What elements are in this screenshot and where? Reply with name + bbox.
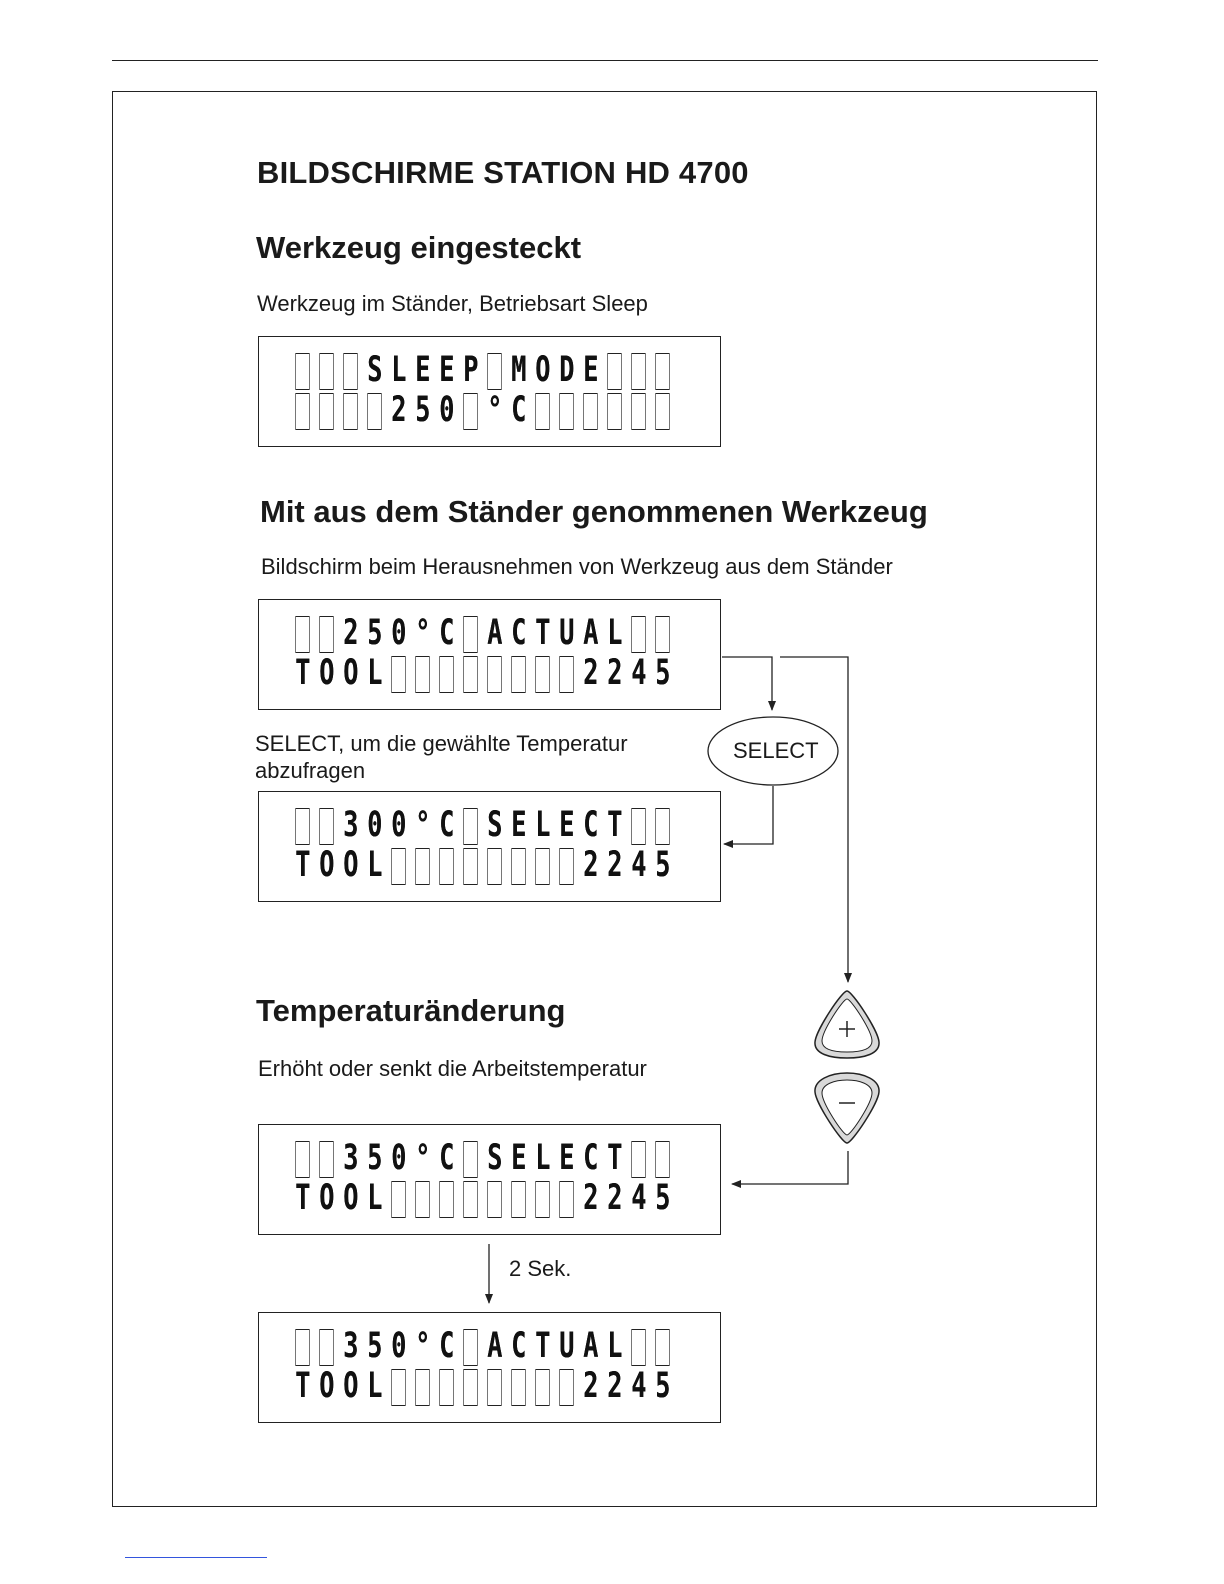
lcd-char: T [607, 808, 622, 845]
lcd-char: 2 [391, 393, 406, 430]
lcd-char: 5 [655, 1181, 670, 1218]
lcd-char: 5 [655, 848, 670, 885]
select-note-line1: SELECT, um die gewählte Temperatur [255, 731, 628, 756]
lcd-char: E [559, 1141, 574, 1178]
lcd-char: C [511, 616, 526, 653]
section-heading-plugged: Werkzeug eingesteckt [256, 230, 582, 265]
lcd-char: 5 [367, 1329, 382, 1366]
section-caption-removed: Bildschirm beim Herausnehmen von Werkzeug aus dem Ständer [261, 554, 893, 579]
lcd-char: 2 [583, 1369, 598, 1406]
lcd-char: S [487, 1141, 502, 1178]
lcd-char: 2 [343, 616, 358, 653]
lcd-char: 5 [415, 393, 430, 430]
lcd-char: O [319, 1369, 334, 1406]
lcd-char: 0 [391, 1141, 406, 1178]
arrow-minus-to-display [732, 1151, 848, 1184]
lcd-char: ° [487, 393, 502, 430]
select-note-line2: abzufragen [255, 758, 366, 783]
lcd-char: ° [415, 808, 430, 845]
lcd-char: 5 [367, 616, 382, 653]
lcd-char: O [535, 353, 550, 390]
lcd-char: 3 [343, 1141, 358, 1178]
lcd-char: T [295, 848, 310, 885]
lcd-char: T [535, 616, 550, 653]
lcd-char: O [319, 848, 334, 885]
lcd-char: 2 [583, 656, 598, 693]
lcd-char: 4 [631, 656, 646, 693]
lcd-char: 0 [439, 393, 454, 430]
lcd-char: C [439, 616, 454, 653]
lcd-char: A [487, 1329, 502, 1366]
lcd-char: 0 [367, 808, 382, 845]
lcd-char: 3 [343, 1329, 358, 1366]
lcd-char: 2 [607, 848, 622, 885]
lcd-char: T [607, 1141, 622, 1178]
lcd-char: ° [415, 616, 430, 653]
lcd-char: L [535, 808, 550, 845]
lcd-char: M [511, 353, 526, 390]
arrow-select-to-display [724, 786, 773, 844]
lcd-char: E [511, 1141, 526, 1178]
lcd-char: L [367, 1369, 382, 1406]
lcd-char: E [559, 808, 574, 845]
lcd-char: 5 [655, 656, 670, 693]
lcd-char: A [487, 616, 502, 653]
lcd-char: E [415, 353, 430, 390]
lcd-char: T [295, 1181, 310, 1218]
lcd-char: T [295, 1369, 310, 1406]
lcd-char: D [559, 353, 574, 390]
lcd-char: 4 [631, 1181, 646, 1218]
lcd-char: 2 [583, 1181, 598, 1218]
lcd-char: A [583, 1329, 598, 1366]
lcd-char: L [367, 1181, 382, 1218]
section-caption-temperature: Erhöht oder senkt die Arbeitstemperatur [258, 1056, 647, 1081]
delay-label: 2 Sek. [509, 1256, 572, 1281]
lcd-char: 2 [607, 1181, 622, 1218]
lcd-char: O [343, 656, 358, 693]
lcd-char: 0 [391, 616, 406, 653]
lcd-char: L [367, 656, 382, 693]
lcd-char: T [535, 1329, 550, 1366]
minus-button[interactable] [815, 1073, 879, 1143]
lcd-char: 0 [391, 1329, 406, 1366]
lcd-char: 2 [607, 656, 622, 693]
plus-button[interactable] [815, 991, 879, 1058]
page-title: BILDSCHIRME STATION HD 4700 [257, 155, 749, 190]
lcd-char: O [319, 656, 334, 693]
lcd-char: E [583, 353, 598, 390]
lcd-char: C [439, 1329, 454, 1366]
lcd-char: E [439, 353, 454, 390]
lcd-char: L [391, 353, 406, 390]
lcd-char: O [343, 1369, 358, 1406]
lcd-char: A [583, 616, 598, 653]
lcd-char: C [511, 1329, 526, 1366]
section-heading-removed: Mit aus dem Ständer genommenen Werkzeug [260, 494, 928, 529]
lcd-char: C [439, 1141, 454, 1178]
lcd-char: 4 [631, 848, 646, 885]
lcd-char: C [583, 808, 598, 845]
section-caption-plugged: Werkzeug im Ständer, Betriebsart Sleep [257, 291, 648, 316]
lcd-char: ° [415, 1141, 430, 1178]
lcd-char: T [295, 656, 310, 693]
lcd-char: L [535, 1141, 550, 1178]
lcd-char: O [343, 848, 358, 885]
lcd-char: L [607, 1329, 622, 1366]
lcd-char: 2 [607, 1369, 622, 1406]
lcd-char: P [463, 353, 478, 390]
lcd-char: 2 [583, 848, 598, 885]
lcd-char: ° [415, 1329, 430, 1366]
lcd-char: O [319, 1181, 334, 1218]
lcd-char: 4 [631, 1369, 646, 1406]
lcd-char: 0 [391, 808, 406, 845]
lcd-char: C [511, 393, 526, 430]
lcd-char: O [343, 1181, 358, 1218]
lcd-char: S [367, 353, 382, 390]
section-heading-temperature: Temperaturänderung [256, 993, 566, 1028]
arrow-to-select [722, 657, 772, 710]
lcd-char: U [559, 616, 574, 653]
lcd-char: L [367, 848, 382, 885]
lcd-char: 5 [367, 1141, 382, 1178]
select-button-label[interactable]: SELECT [733, 738, 819, 763]
arrow-to-plus [780, 657, 848, 982]
lcd-char: C [439, 808, 454, 845]
lcd-char: S [487, 808, 502, 845]
lcd-char: C [583, 1141, 598, 1178]
lcd-char: L [607, 616, 622, 653]
lcd-char: 5 [655, 1369, 670, 1406]
lcd-char: U [559, 1329, 574, 1366]
lcd-char: 3 [343, 808, 358, 845]
lcd-char: E [511, 808, 526, 845]
